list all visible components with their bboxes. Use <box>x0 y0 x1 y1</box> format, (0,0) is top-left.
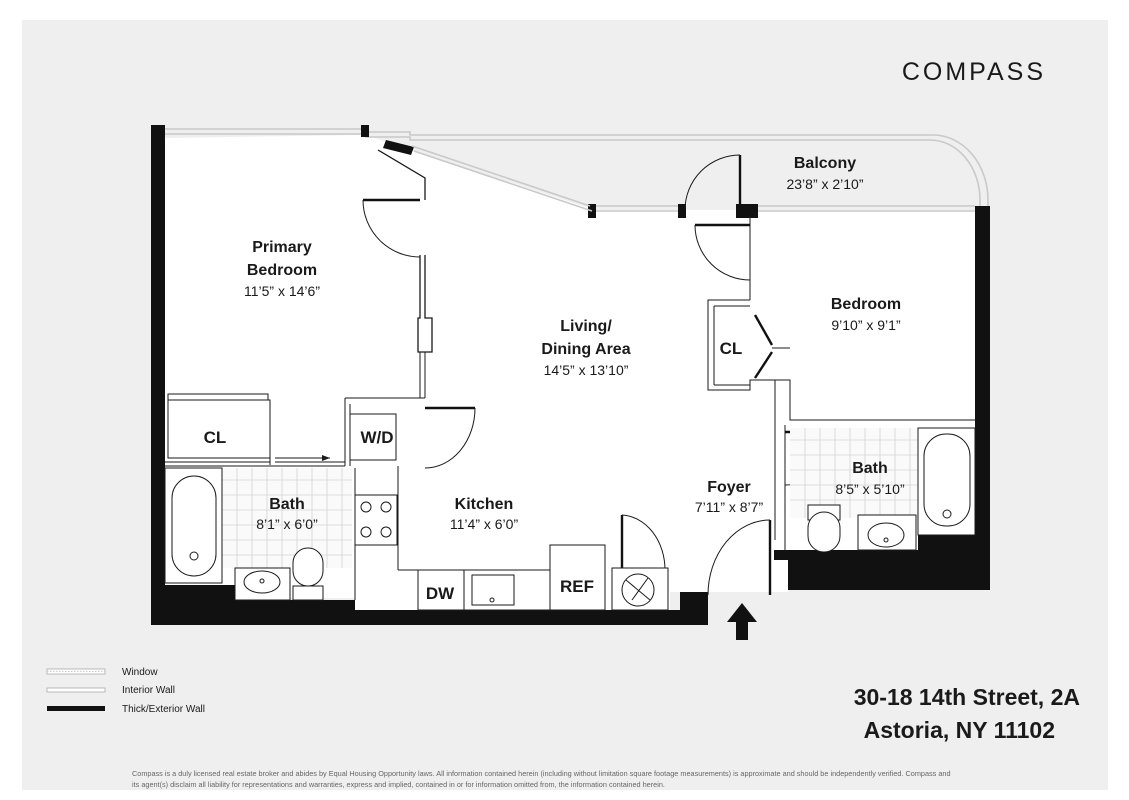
arrow-up-icon <box>727 603 757 640</box>
legend-interior-wall: Interior Wall <box>122 685 175 696</box>
bedroom-size: 9’10” x 9’1” <box>831 317 901 333</box>
disclaimer <box>132 769 951 789</box>
address-line2: Astoria, NY 11102 <box>863 717 1055 743</box>
bath-left-name: Bath <box>269 496 305 513</box>
legend-window: Window <box>122 667 158 678</box>
refrigerator-label: REF <box>560 577 594 596</box>
balcony-size: 23’8” x 2’10” <box>786 176 864 192</box>
primary-bedroom-name-2: Bedroom <box>246 262 318 279</box>
foyer-size: 7’11” x 8’7” <box>694 499 764 515</box>
living-name-1: Living/ <box>560 318 612 335</box>
legend <box>47 667 205 715</box>
address-line1: 30-18 14th Street, 2A <box>853 684 1080 710</box>
balcony-name: Balcony <box>793 155 857 172</box>
disclaimer-line2: its agent(s) disclaim all liability for representations and warranties, express and implied, contained in or for information omitted from, the information contained herein. <box>132 780 665 789</box>
legend-exterior-wall: Thick/Exterior Wall <box>122 704 205 715</box>
address-block <box>854 684 1080 743</box>
primary-bedroom-size: 11’5” x 14’6” <box>243 283 321 299</box>
bedroom-name: Bedroom <box>830 296 902 313</box>
primary-bedroom-name-1: Primary <box>252 239 312 256</box>
closet-primary-label: CL <box>203 428 227 447</box>
living-size: 14’5” x 13’10” <box>543 362 629 378</box>
closet-bedroom-label: CL <box>719 339 743 358</box>
brand-logo: COMPASS <box>901 58 1046 86</box>
disclaimer-line1: Compass is a duly licensed real estate broker and abides by Equal Housing Opportunity laws. All information contained herein (including without limitation square footage measurements) is approximate and should be independently verified. Compass and <box>132 769 951 778</box>
living-name-2: Dining Area <box>541 341 631 358</box>
bath-right-name: Bath <box>852 460 888 477</box>
dishwasher-label: DW <box>425 584 455 603</box>
bath-left-size: 8’1” x 6’0” <box>256 516 318 532</box>
bath-right-size: 8’5” x 5’10” <box>835 481 905 497</box>
kitchen-name: Kitchen <box>454 496 514 513</box>
foyer-name: Foyer <box>707 479 751 496</box>
kitchen-size: 11’4” x 6’0” <box>449 516 519 532</box>
washer-dryer-label: W/D <box>360 428 394 447</box>
